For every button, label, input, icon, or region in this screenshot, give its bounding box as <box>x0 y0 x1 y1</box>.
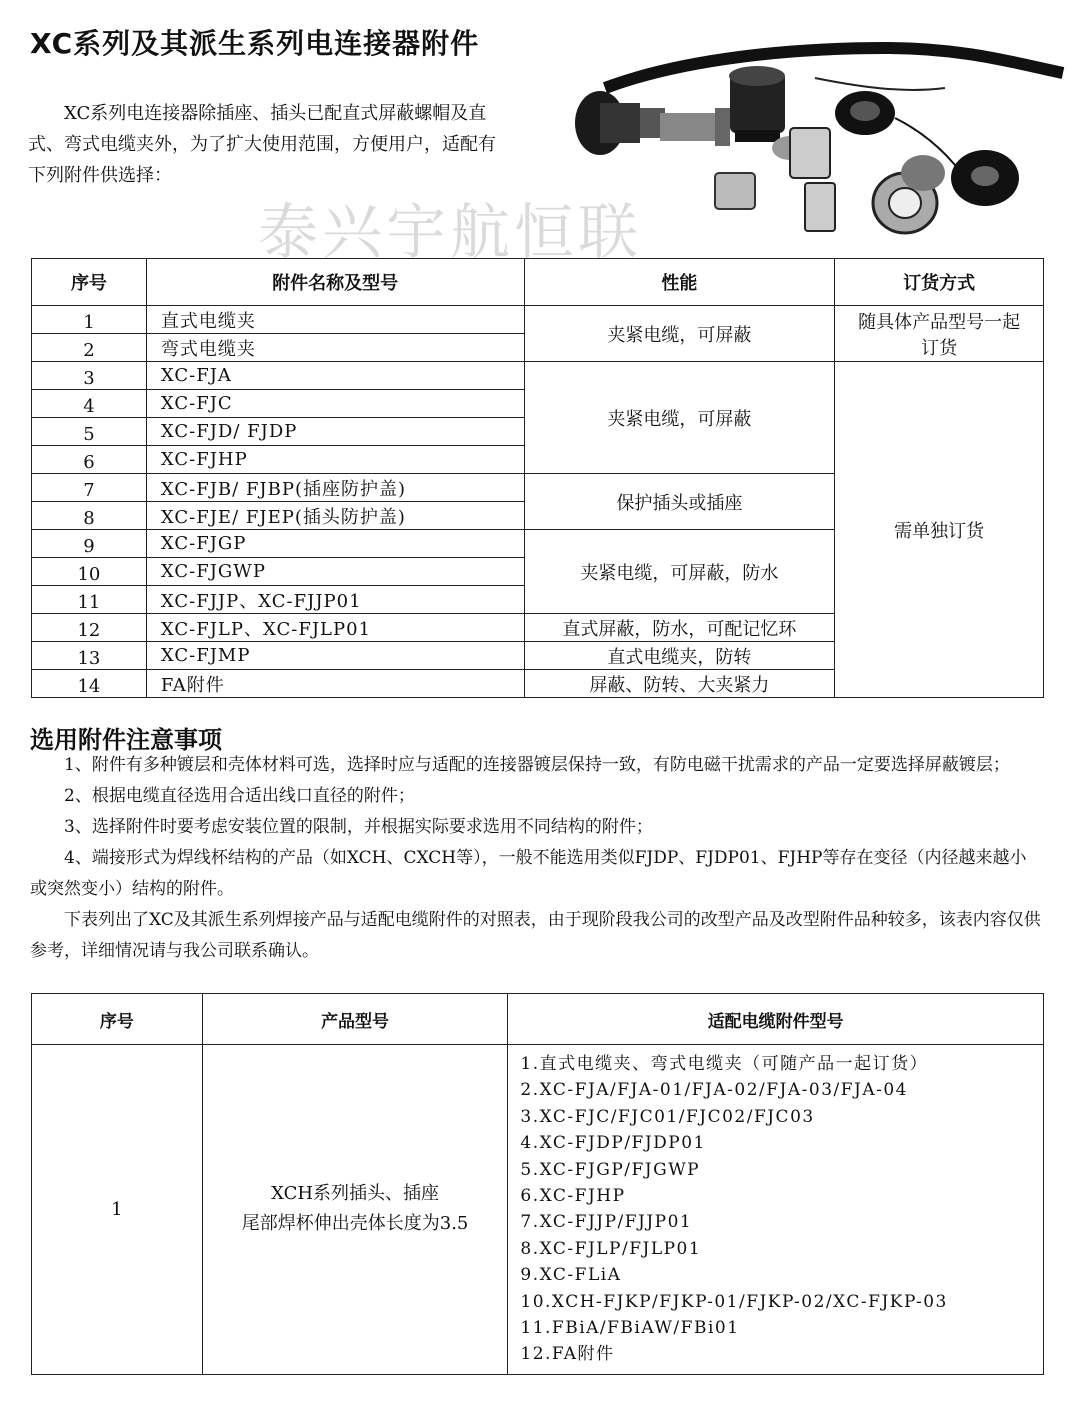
note-item: 1、附件有多种镀层和壳体材料可选，选择时应与适配的连接器镀层保持一致，有防电磁干扰需求的产品一定要选择屏蔽镀层； <box>64 755 1010 775</box>
row-performance: 夹紧电缆，可屏蔽，防水 <box>524 530 835 614</box>
row-no: 9 <box>32 530 147 558</box>
header-accessories: 适配电缆附件型号 <box>508 994 1044 1045</box>
notes-section <box>30 750 1042 967</box>
accessory-item: 4.XC-FJDP/FJDP01 <box>520 1133 706 1154</box>
row-no: 1 <box>32 1045 203 1375</box>
header-ordering: 订货方式 <box>835 259 1044 306</box>
table-header-row <box>32 994 1044 1045</box>
accessory-item: 5.XC-FJGP/FJGWP <box>520 1159 701 1180</box>
page-title: XC系列及其派生系列电连接器附件 <box>30 27 480 60</box>
table-row <box>32 362 1044 390</box>
accessory-item: 11.FBiA/FBiAW/FBi01 <box>520 1318 740 1339</box>
row-name: XC-FJGP <box>146 530 524 558</box>
accessory-item: 8.XC-FJLP/FJLP01 <box>520 1238 702 1259</box>
row-name: 弯式电缆夹 <box>146 334 524 362</box>
intro-paragraph <box>28 98 498 191</box>
watermark: 泰兴宇航恒联 <box>258 198 642 268</box>
row-name: XC-FJHP <box>146 446 524 474</box>
accessory-item: 12.FA附件 <box>520 1344 615 1365</box>
accessory-item: 7.XC-FJJP/FJJP01 <box>520 1212 693 1233</box>
row-no: 6 <box>32 446 147 474</box>
row-performance: 屏蔽、防转、大夹紧力 <box>524 670 835 698</box>
note-item: 下表列出了XC及其派生系列焊接产品与适配电缆附件的对照表，由于现阶段我公司的改型产品及改型附件品种较多，该表内容仅供参考，详细情况请与我公司联系确认。 <box>30 910 1041 961</box>
row-no: 14 <box>32 670 147 698</box>
coupling-nut-icon <box>873 155 945 233</box>
row-ordering: 需单独订货 <box>835 362 1044 698</box>
row-performance: 直式电缆夹，防转 <box>524 642 835 670</box>
header-no: 序号 <box>32 259 147 306</box>
note-item: 4、端接形式为焊线杯结构的产品（如XCH、CXCH等），一般不能选用类似FJDP、FJDP01、FJHP等存在变径（内径越来越小或突然变小）结构的附件。 <box>30 848 1027 899</box>
table-row <box>32 1045 1044 1375</box>
compatibility-table <box>31 993 1044 1375</box>
row-name: XC-FJLP、XC-FJLP01 <box>146 614 524 642</box>
accessory-item: 1.直式电缆夹、弯式电缆夹（可随产品一起订货） <box>520 1054 929 1074</box>
intro-text: XC系列电连接器除插座、插头已配直式屏蔽螺帽及直式、弯式电缆夹外，为了扩大使用范围，方便用户，适配有下列附件供选择： <box>28 103 496 186</box>
row-no: 3 <box>32 362 147 390</box>
row-no: 8 <box>32 502 147 530</box>
row-no: 10 <box>32 558 147 586</box>
accessory-item: 3.XC-FJC/FJC01/FJC02/FJC03 <box>520 1106 815 1127</box>
header-no: 序号 <box>32 994 203 1045</box>
header-performance: 性能 <box>524 259 835 306</box>
row-no: 12 <box>32 614 147 642</box>
row-name: FA附件 <box>146 670 524 698</box>
row-performance: 直式屏蔽，防水，可配记忆环 <box>524 614 835 642</box>
row-name: XC-FJE/ FJEP(插头防护盖) <box>146 502 524 530</box>
row-name: XC-FJC <box>146 390 524 418</box>
row-name: XC-FJA <box>146 362 524 390</box>
row-product <box>202 1045 508 1375</box>
row-no: 2 <box>32 334 147 362</box>
row-no: 4 <box>32 390 147 418</box>
protective-cap-icon <box>729 66 785 142</box>
row-name: 直式电缆夹 <box>146 306 524 334</box>
accessory-table <box>31 258 1044 698</box>
row-name: XC-FJGWP <box>146 558 524 586</box>
accessory-item: 2.XC-FJA/FJA-01/FJA-02/FJA-03/FJA-04 <box>520 1080 908 1101</box>
row-name: XC-FJJP、XC-FJJP01 <box>146 586 524 614</box>
row-performance: 保护插头或插座 <box>524 474 835 530</box>
accessory-item: 6.XC-FJHP <box>520 1186 626 1207</box>
accessory-item: 9.XC-FLiA <box>520 1265 622 1286</box>
row-no: 13 <box>32 642 147 670</box>
header-product: 产品型号 <box>202 994 508 1045</box>
product-line: XCH系列插头、插座 <box>271 1183 440 1205</box>
accessory-item: 10.XCH-FJKP/FJKP-01/FJKP-02/XC-FJKP-03 <box>520 1291 948 1312</box>
row-ordering: 随具体产品型号一起订货 <box>835 306 1044 362</box>
notes-heading: 选用附件注意事项 <box>30 726 222 754</box>
row-name: XC-FJD/ FJDP <box>146 418 524 446</box>
note-item: 2、根据电缆直径选用合适出线口直径的附件； <box>64 786 415 806</box>
table-header-row <box>32 259 1044 306</box>
note-item: 3、选择附件时要考虑安装位置的限制，并根据实际要求选用不同结构的附件； <box>64 817 653 837</box>
header-name: 附件名称及型号 <box>146 259 524 306</box>
row-name: XC-FJMP <box>146 642 524 670</box>
row-no: 11 <box>32 586 147 614</box>
row-no: 7 <box>32 474 147 502</box>
row-no: 1 <box>32 306 147 334</box>
row-accessories <box>508 1045 1044 1375</box>
row-no: 5 <box>32 418 147 446</box>
row-performance: 夹紧电缆，可屏蔽 <box>524 362 835 474</box>
product-line: 尾部焊杯伸出壳体长度为3.5 <box>241 1213 469 1235</box>
cable-clamp-icon <box>575 91 665 155</box>
row-name: XC-FJB/ FJBP(插座防护盖) <box>146 474 524 502</box>
table-row <box>32 306 1044 334</box>
row-performance: 夹紧电缆，可屏蔽 <box>524 306 835 362</box>
